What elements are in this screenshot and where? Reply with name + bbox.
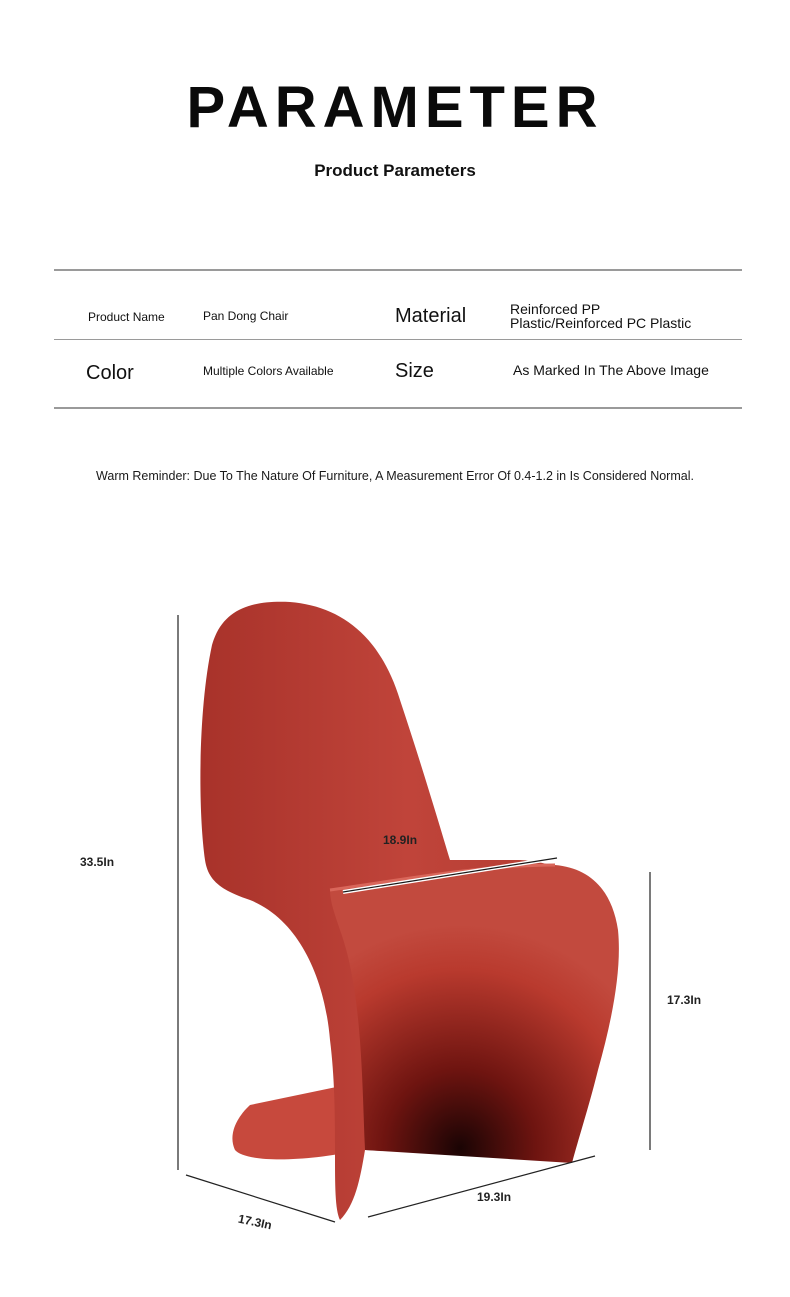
- measurement-reminder: Warm Reminder: Due To The Nature Of Furniture, A Measurement Error Of 0.4-1.2 in Is Considered Normal.: [96, 469, 694, 483]
- size-value: As Marked In The Above Image: [513, 362, 709, 378]
- depth-dimension-line: [368, 1156, 595, 1217]
- material-value-line2: Plastic/Reinforced PC Plastic: [510, 315, 692, 331]
- height-dimension-label: 33.5In: [80, 855, 115, 869]
- chair-seat: [330, 865, 619, 1163]
- width-dimension-line: [186, 1175, 335, 1222]
- material-value-line1: Reinforced PP: [510, 301, 601, 317]
- page-subtitle: Product Parameters: [314, 161, 476, 180]
- table-middle-rule: [54, 339, 742, 340]
- size-label: Size: [395, 360, 434, 382]
- depth-dimension-label: 19.3In: [477, 1190, 512, 1204]
- color-value: Multiple Colors Available: [203, 364, 334, 378]
- chair-illustration: [0, 560, 790, 1280]
- seat-height-dimension-label: 17.3In: [667, 993, 702, 1007]
- table-top-rule: [54, 269, 742, 271]
- width-dimension-label: 17.3In: [236, 1211, 274, 1233]
- seat-width-dimension-label: 18.9In: [383, 833, 418, 847]
- product-name-value: Pan Dong Chair: [203, 309, 289, 323]
- product-name-label: Product Name: [88, 310, 165, 324]
- page-title: PARAMETER: [186, 75, 604, 140]
- chair-dimension-figure: [0, 560, 790, 1280]
- color-label: Color: [86, 362, 134, 384]
- table-bottom-rule: [54, 407, 742, 409]
- material-label: Material: [395, 305, 467, 327]
